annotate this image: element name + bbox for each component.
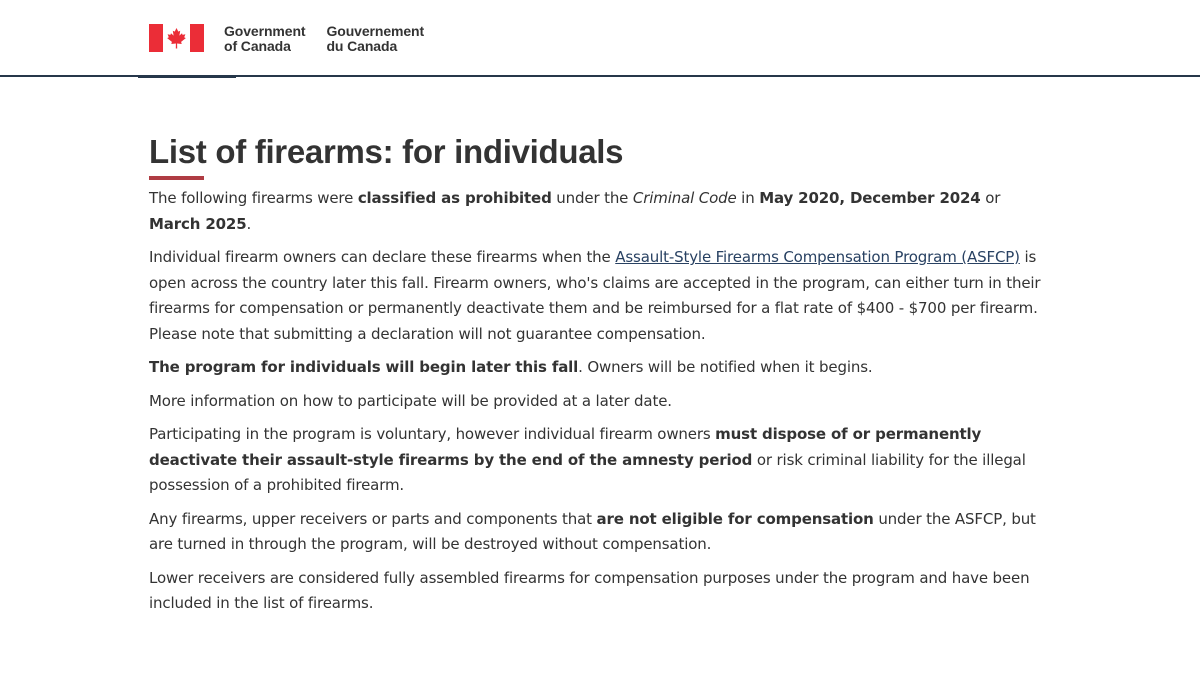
text: or	[980, 189, 1001, 207]
text: More information on how to participate will be provided at a later date.	[149, 391, 672, 410]
title-underline	[149, 176, 204, 180]
paragraph-program-start	[149, 355, 1049, 381]
paragraph-classification	[149, 186, 1049, 237]
page-title: List of firearms: for individuals	[149, 133, 624, 170]
brand-french-line2: du Canada	[326, 38, 398, 54]
paragraph-voluntary	[149, 422, 1049, 499]
government-of-canada-logo-link[interactable]	[149, 24, 424, 54]
brand-english	[224, 24, 305, 54]
main-content	[149, 130, 1049, 617]
bold-text: must dispose of or permanently deactivate their assault-style firearms by the end of the amnesty period	[149, 425, 982, 469]
text: under the	[551, 189, 633, 207]
text: is open across the country later this fall. Firearm owners, who's claims are accepted in the program, can either turn in their firearms for compensation or permanently deactivate them and be reimbursed for a flat rate of $400 - $700 per firearm. Please note that submitting a declaration will not guarantee compensation.	[149, 248, 1041, 343]
header-divider-accent	[138, 75, 236, 78]
site-header	[0, 0, 1200, 76]
brand-french-line1: Gouvernement	[326, 23, 425, 39]
text: in	[736, 189, 760, 207]
paragraph-declaration	[149, 245, 1049, 347]
text: The following firearms were	[149, 189, 358, 207]
paragraph-not-eligible	[149, 507, 1049, 558]
text: .	[246, 214, 252, 233]
text: Participating in the program is voluntary, however individual firearm owners	[149, 425, 716, 443]
bold-text: The program for individuals will begin later this fall	[149, 358, 579, 376]
text: . Owners will be notified when it begins.	[578, 358, 873, 376]
bold-text: March 2025	[149, 214, 247, 233]
bold-text: classified as prohibited	[357, 189, 552, 207]
bold-text: May 2020, December 2024	[759, 189, 981, 207]
text: Any firearms, upper receivers or parts and components that	[149, 509, 597, 528]
text: or risk criminal liability for the illegal possession of a prohibited firearm.	[149, 450, 1026, 494]
asfcp-link[interactable]: Assault-Style Firearms Compensation Program (ASFCP)	[615, 248, 1020, 266]
bold-text: are not eligible for compensation	[596, 509, 874, 528]
brand-french	[326, 24, 424, 54]
text: under the ASFCP, but are turned in through the program, will be destroyed without compensation.	[149, 509, 1036, 553]
canada-flag-icon	[149, 24, 204, 52]
paragraph-lower-receivers	[149, 566, 1049, 617]
text: Individual firearm owners can declare these firearms when the	[149, 248, 616, 266]
text: Lower receivers are considered fully assembled firearms for compensation purposes under the program and have been included in the list of firearms.	[149, 568, 1030, 612]
paragraph-more-info	[149, 389, 1049, 415]
brand-english-line2: of Canada	[224, 38, 291, 54]
italic-text: Criminal Code	[632, 189, 737, 207]
brand-english-line1: Government	[224, 23, 306, 39]
